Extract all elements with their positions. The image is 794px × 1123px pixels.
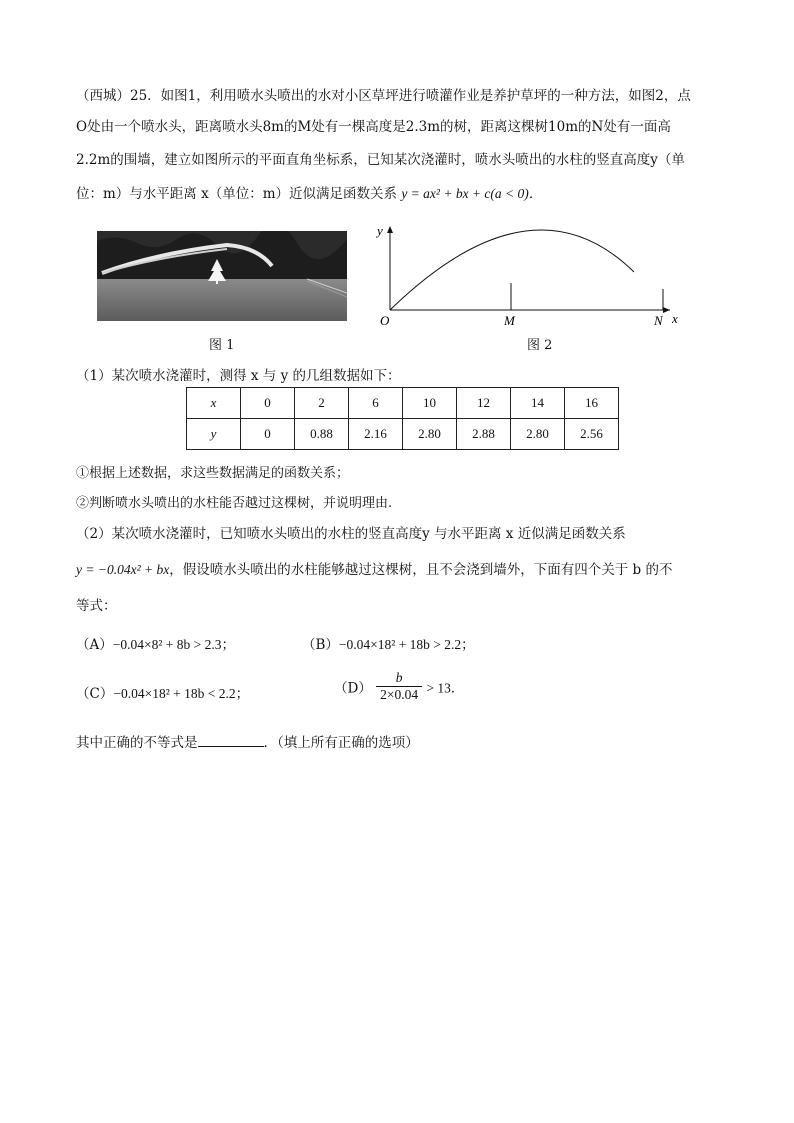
table-header-y: y bbox=[187, 419, 241, 450]
part1-question-2: ②判断喷水头喷出的水柱能否越过这棵树，并说明理由. bbox=[76, 496, 393, 511]
option-B-text: −0.04×18² + 18b > 2.2； bbox=[338, 637, 475, 652]
option-D-denominator: 2×0.04 bbox=[380, 687, 419, 702]
table-cell: 12 bbox=[457, 388, 511, 419]
option-A-label: （A） bbox=[76, 637, 113, 653]
point-M-label: M bbox=[504, 313, 515, 328]
table-cell: 16 bbox=[565, 388, 619, 419]
table-cell: 2.80 bbox=[403, 419, 457, 450]
option-D-numerator: b bbox=[376, 670, 422, 687]
sprinkler-photo bbox=[97, 231, 347, 321]
part2-intro: （2）某次喷水浇灌时，已知喷水头喷出的水柱的竖直高度y 与水平距离 x 近似满足函数关系 bbox=[76, 526, 626, 542]
table-header-x: x bbox=[187, 388, 241, 419]
table-row-x bbox=[187, 388, 619, 419]
part2-continuation: ，假设喷水头喷出的水柱能够越过这棵树，且不会浇到墙外，下面有四个关于 b 的不 bbox=[169, 562, 673, 578]
table-cell: 2.88 bbox=[457, 419, 511, 450]
table-cell: 6 bbox=[349, 388, 403, 419]
fig1-caption: 图 1 bbox=[209, 338, 235, 353]
part2-continuation-2: 等式： bbox=[76, 598, 117, 614]
table-row-y bbox=[187, 419, 619, 450]
problem-line-4 bbox=[76, 182, 542, 202]
table-cell: 2 bbox=[295, 388, 349, 419]
option-B-label: （B） bbox=[302, 637, 339, 653]
problem-line-4-text: 位：m）与水平距离 x（单位：m）近似满足函数关系 bbox=[76, 186, 402, 202]
axis-x-label: x bbox=[672, 311, 678, 326]
option-D bbox=[334, 670, 464, 703]
option-C-text: −0.04×18² + 18b < 2.2； bbox=[113, 686, 250, 701]
answer-prefix: 其中正确的不等式是 bbox=[76, 735, 198, 751]
option-B bbox=[302, 633, 475, 653]
point-O-label: O bbox=[380, 313, 390, 328]
table-cell: 0 bbox=[241, 419, 295, 450]
option-C-label: （C） bbox=[76, 686, 114, 702]
option-D-rest: > 13． bbox=[426, 680, 465, 696]
data-table bbox=[186, 387, 619, 450]
answer-blank[interactable] bbox=[198, 734, 264, 747]
answer-line bbox=[76, 731, 419, 751]
table-cell: 10 bbox=[403, 388, 457, 419]
table-cell: 2.16 bbox=[349, 419, 403, 450]
part2-formula: y = −0.04x² + bx bbox=[76, 562, 170, 577]
problem-line-1: （西城）25．如图1，利用喷水头喷出的水对小区草坪进行喷灌作业是养护草坪的一种方法，如图2，点 bbox=[76, 88, 691, 104]
axis-y-label: y bbox=[377, 223, 383, 238]
table-cell: 0.88 bbox=[295, 419, 349, 450]
table-cell: 14 bbox=[511, 388, 565, 419]
table-cell: 0 bbox=[241, 388, 295, 419]
option-A bbox=[76, 633, 235, 653]
option-D-label: （D） bbox=[334, 680, 372, 697]
part1-intro: （1）某次喷水浇灌时，测得 x 与 y 的几组数据如下： bbox=[76, 368, 401, 384]
option-C bbox=[76, 682, 249, 702]
part2-formula-line bbox=[76, 558, 672, 578]
fig2-caption: 图 2 bbox=[527, 338, 553, 353]
point-N-label: N bbox=[654, 313, 663, 328]
option-A-text: −0.04×8² + 8b > 2.3； bbox=[112, 637, 236, 652]
coordinate-diagram bbox=[372, 222, 692, 332]
function-formula: y = ax² + bx + c(a < 0)． bbox=[401, 186, 543, 201]
answer-suffix: ．（填上所有正确的选项） bbox=[263, 735, 419, 751]
problem-line-2: O处由一个喷水头，距离喷水头8m的M处有一棵高度是2.3m的树，距离这棵树10m的N处有一面高 bbox=[76, 119, 671, 135]
option-D-fraction bbox=[376, 670, 422, 703]
table-cell: 2.56 bbox=[565, 419, 619, 450]
table-cell: 2.80 bbox=[511, 419, 565, 450]
problem-line-3: 2.2m的围墙，建立如图所示的平面直角坐标系，已知某次浇灌时，喷水头喷出的水柱的竖直高度y（单 bbox=[76, 152, 685, 168]
part1-question-1: ①根据上述数据，求这些数据满足的函数关系； bbox=[76, 466, 350, 481]
